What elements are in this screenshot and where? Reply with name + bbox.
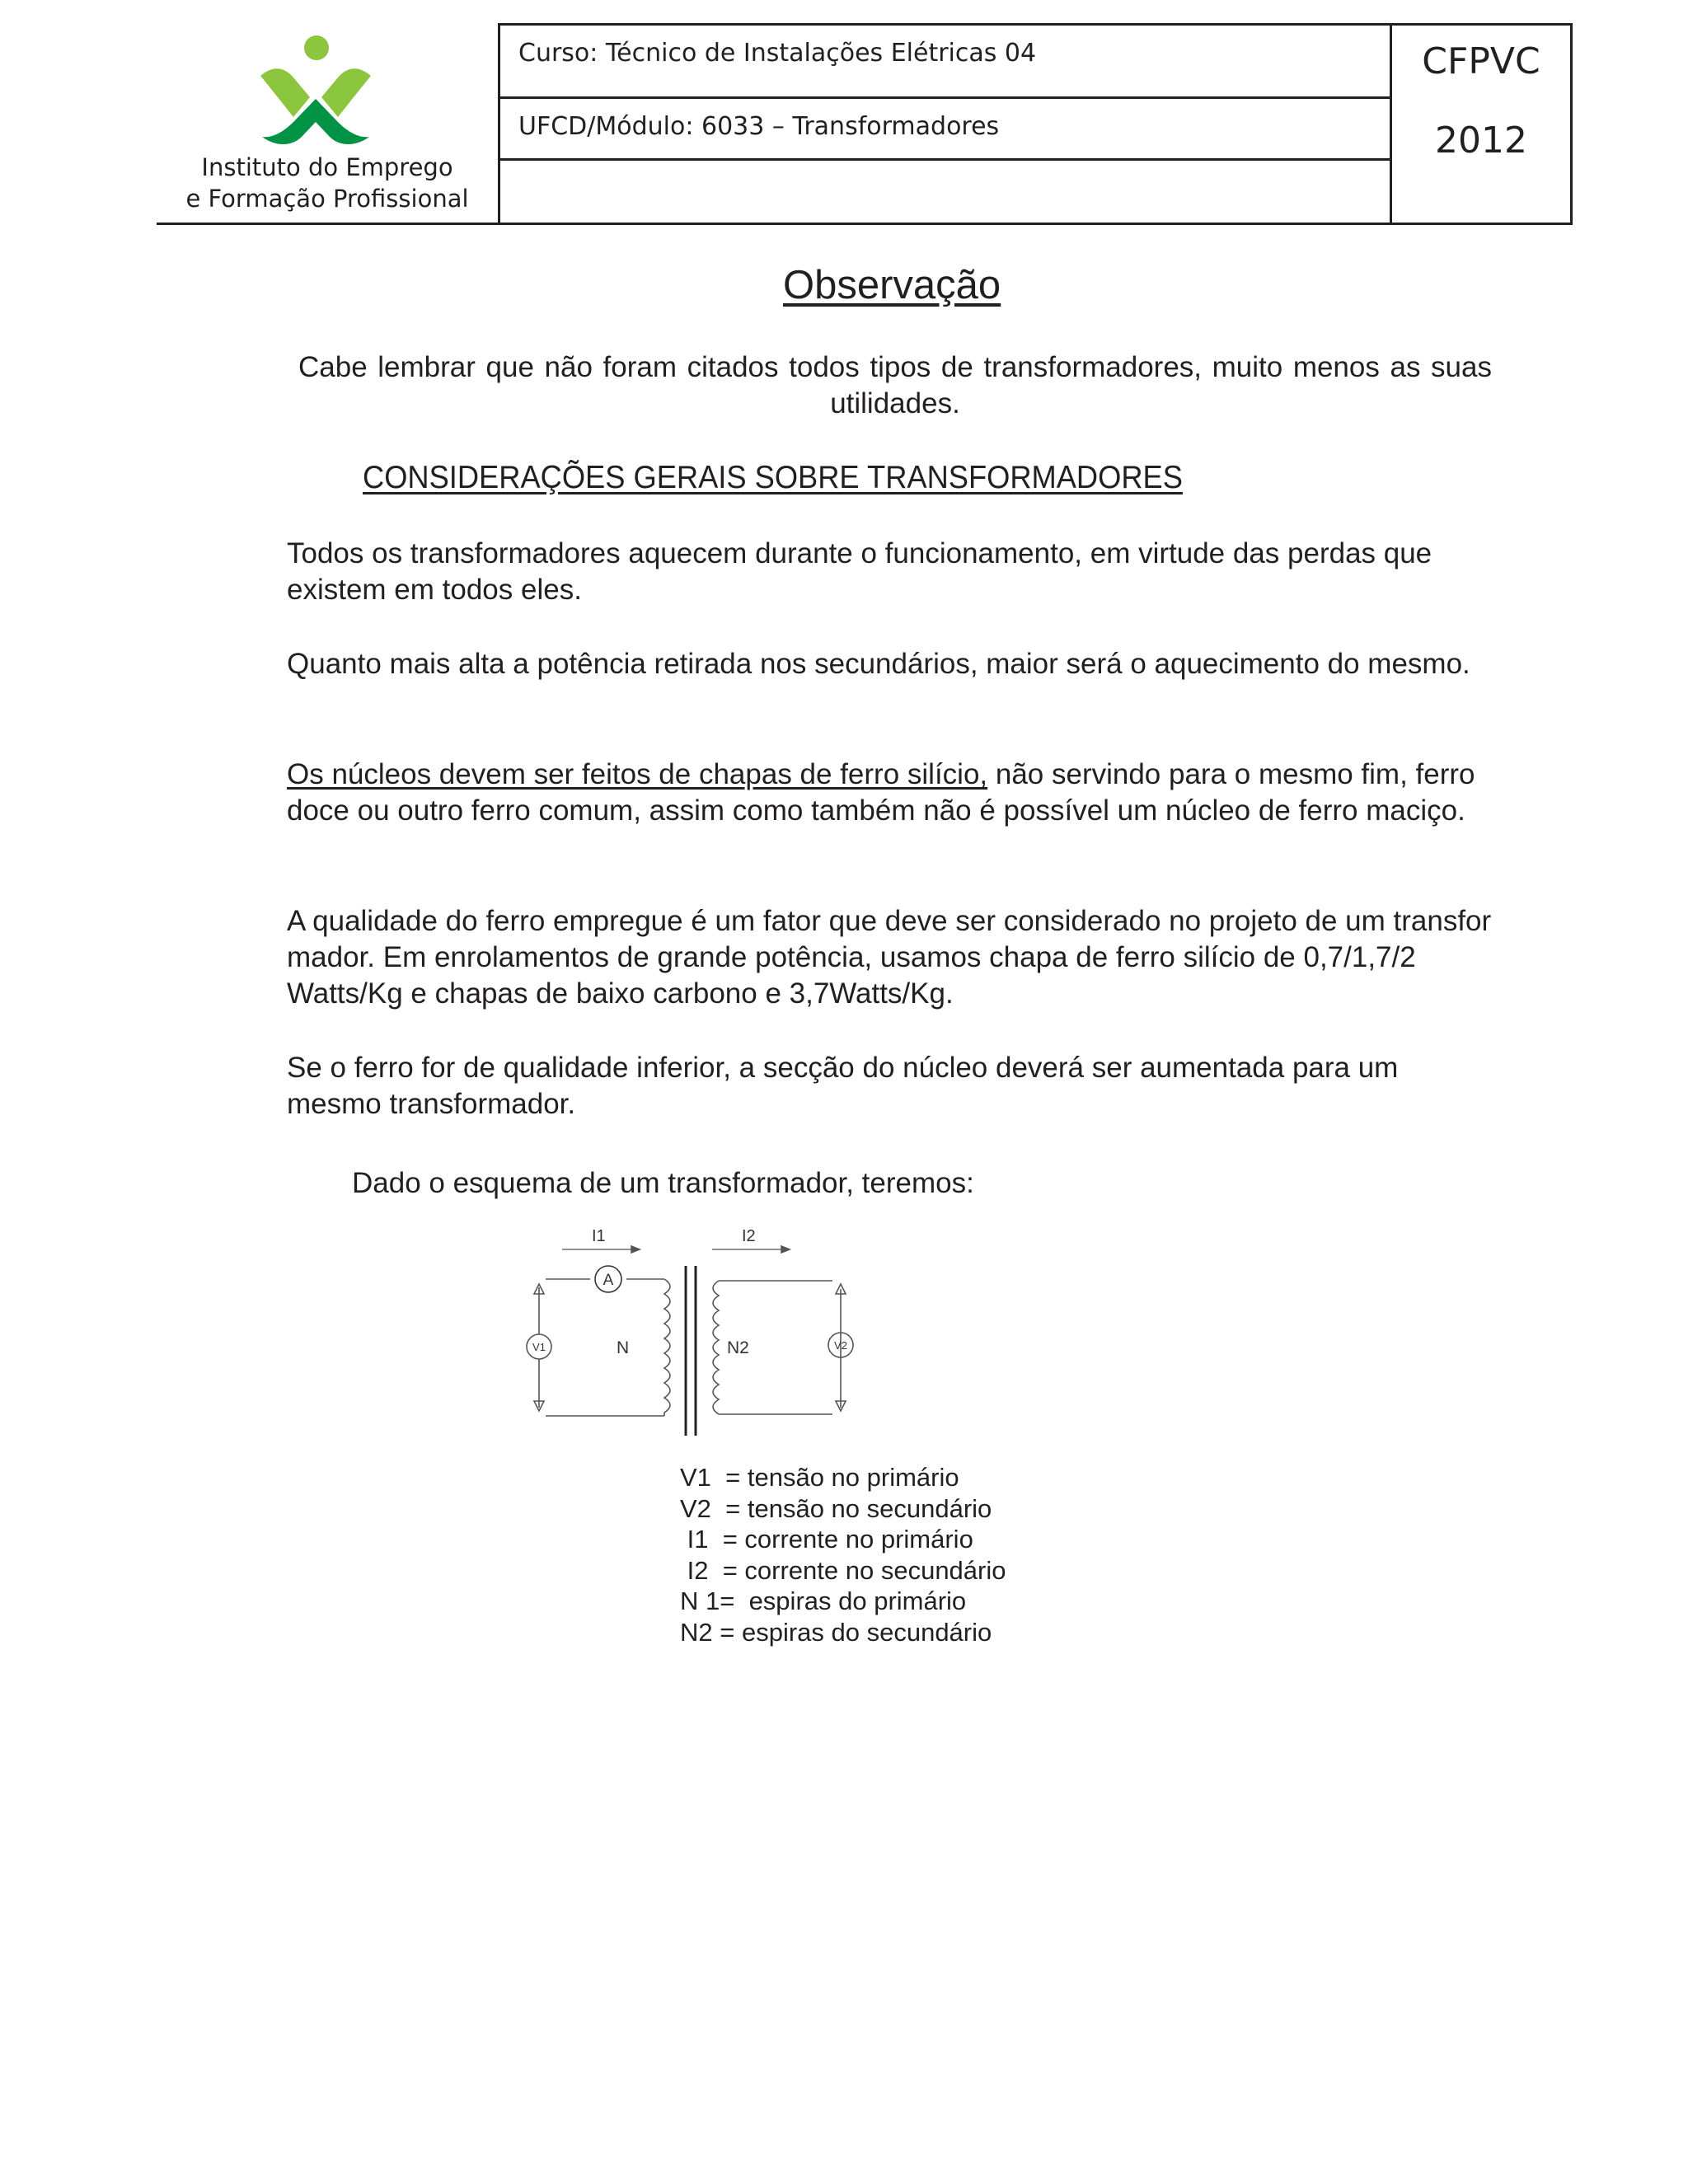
i2-label: I2 [742,1227,756,1245]
legend-item: V2 = tensão no secundário [680,1493,992,1523]
schematic-intro: Dado o esquema de um transformador, teremos: [352,1167,974,1199]
org-year-box [1390,23,1573,223]
iefp-logo-icon [254,30,377,152]
logo-text-line1: Instituto do Emprego [201,153,453,181]
primary-coil [664,1279,670,1416]
paragraph-iron-quality: A qualidade do ferro empregue é um fator que deve ser considerado no projeto de um transfor mador. Em enrolamentos de grande potência, usamos chapa de ferro silício de 0,7/1,7/2 Watts/Kg e chapas de baixo carbono e 3,7Watts/Kg. [287,905,1492,1010]
observacao-text: Cabe lembrar que não foram citados todos tipos de transformadores, muito menos as suas utilidades. [298,351,1492,419]
logo-text-line2: e Formação Profissional [185,185,469,213]
iefp-logo [157,23,498,223]
paragraph-inferior-iron: Se o ferro for de qualidade inferior, a secção do núcleo deverá ser aumentada para um mesmo transformador. [287,1052,1399,1120]
transformer-schematic [511,1212,857,1442]
paragraph-heating: Todos os transformadores aquecem durante o funcionamento, em virtude das perdas que existem em todos eles. [287,537,1432,606]
module-name: UFCD/Módulo: 6033 – Transformadores [500,99,1390,161]
year: 2012 [1435,120,1527,162]
schematic-legend [680,1462,1006,1647]
section-title: CONSIDERAÇÕES GERAIS SOBRE TRANSFORMADORES [363,460,1183,495]
paragraph-cores [287,757,1492,829]
legend-item: V1 = tensão no primário [680,1463,959,1492]
i1-label: I1 [592,1227,606,1245]
primary-turns-label: N [617,1338,630,1357]
legend-item: I2 = corrente no secundário [680,1555,1006,1585]
legend-item: N 1= espiras do primário [680,1586,967,1615]
document-header [157,23,1573,225]
course-info-table [498,23,1390,223]
paragraph-power: Quanto mais alta a potência retirada nos secundários, maior será o aquecimento do mesmo. [287,648,1470,680]
i1-arrow-head [631,1246,640,1253]
observacao-title: Observação [783,263,1001,307]
v1-meter-label: V1 [532,1341,546,1353]
org-code: CFPVC [1422,40,1540,82]
legend-item: I1 = corrente no primário [680,1525,973,1554]
course-name: Curso: Técnico de Instalações Elétricas 04 [500,26,1390,99]
paragraph-cores-underlined: Os núcleos devem ser feitos de chapas de ferro silício, [287,758,988,790]
paragraph-cores-rest: não servindo para o mesmo fim, ferro doce ou outro ferro comum, assim como também não é possível um núcleo de ferro maciço. [287,758,1475,827]
i2-arrow-head [781,1246,790,1253]
legend-item: N2 = espiras do secundário [680,1617,992,1647]
secondary-turns-label: N2 [727,1338,749,1357]
ammeter-label: A [603,1272,614,1289]
v2-meter-label: V2 [834,1339,847,1352]
secondary-coil [713,1281,719,1414]
